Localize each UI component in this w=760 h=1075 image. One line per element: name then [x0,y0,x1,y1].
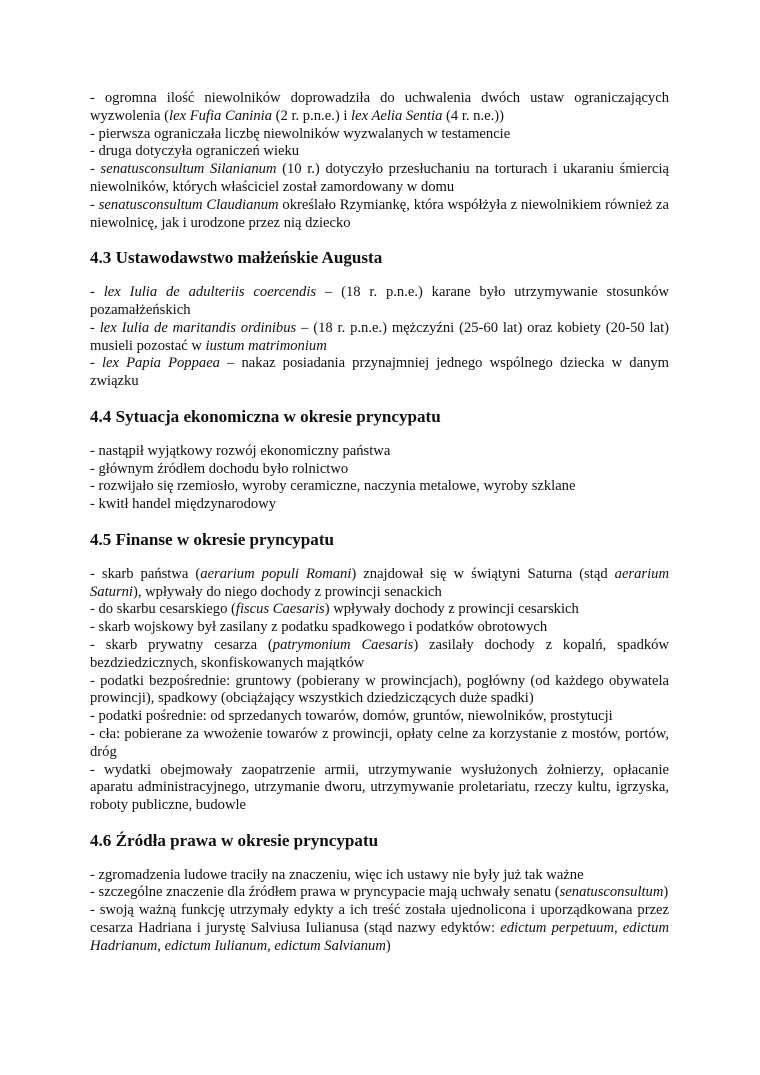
paragraph: - senatusconsultum Claudianum określało Rzymiankę, która współżyła z niewolnikiem również za niewolnicę, jak i urodzone przez nią dziecko [90,196,669,231]
paragraph: - podatki bezpośrednie: gruntowy (pobierany w prowincjach), pogłówny (od każdego obywatela prowincji), spadkowy (obciążający wszystkich dziedziczących duże spadki) [90,672,669,707]
paragraph: - pierwsza ograniczała liczbę niewolników wyzwalanych w testamencie [90,125,511,142]
paragraph: - skarb wojskowy był zasilany z podatku spadkowego i podatków obrotowych [90,619,548,636]
paragraph: - skarb prywatny cesarza (patrymonium Caesaris) zasilały dochody z kopalń, spadków bezdziedzicznych, skonfiskowanych majątków [90,636,669,671]
paragraph: - ogromna ilość niewolników doprowadziła do uchwalenia dwóch ustaw ograniczających wyzwolenia (lex Fufia Caninia (2 r. p.n.e.) i lex Aelia Sentia (4 r. n.e.)) [90,90,669,124]
section-4-5-body [90,566,669,815]
paragraph: - lex Iulia de adulteriis coercendis – (18 r. p.n.e.) karane było utrzymywanie stosunków pozamałżeńskich [90,284,669,318]
section-4-4-body [90,443,669,514]
paragraph: - skarb państwa (aerarium populi Romani) znajdował się w świątyni Saturna (stąd aerarium Saturni), wpływały do niego dochody z prowincji senackich [90,565,669,600]
section-heading-4-5: 4.5 Finanse w okresie pryncypatu [90,529,335,549]
section-4-6-body [90,867,669,956]
section-heading-4-4: 4.4 Sytuacja ekonomiczna w okresie pryncypatu [90,406,441,426]
paragraph: - do skarbu cesarskiego (fiscus Caesaris) wpływały dochody z prowincji cesarskich [90,601,579,618]
paragraph: - rozwijało się rzemiosło, wyroby ceramiczne, naczynia metalowe, wyroby szklane [90,478,576,495]
section-heading-4-3: 4.3 Ustawodawstwo małżeńskie Augusta [90,248,383,268]
paragraph: - lex Papia Poppaea – nakaz posiadania przynajmniej jednego wspólnego dziecka w danym związku [90,355,669,390]
top-block [90,90,669,232]
paragraph: - podatki pośrednie: od sprzedanych towarów, domów, gruntów, niewolników, prostytucji [90,708,613,725]
paragraph: - cła: pobierane za wwożenie towarów z prowincji, opłaty celne za korzystanie z mostów, portów, dróg [90,725,669,760]
paragraph: - druga dotyczyła ograniczeń wieku [90,143,300,160]
paragraph: - kwitł handel międzynarodowy [90,496,277,513]
paragraph: - głównym źródłem dochodu było rolnictwo [90,460,349,477]
paragraph: - nastąpił wyjątkowy rozwój ekonomiczny państwa [90,442,391,459]
paragraph: - zgromadzenia ludowe traciły na znaczeniu, więc ich ustawy nie były już tak ważne [90,866,584,883]
section-heading-4-6: 4.6 Źródła prawa w okresie pryncypatu [90,830,379,850]
paragraph: - szczególne znaczenie dla źródłem prawa w pryncypacie mają uchwały senatu (senatusconsultum) [90,884,669,901]
paragraph: - senatusconsultum Silanianum (10 r.) dotyczyło przesłuchaniu na torturach i ukaraniu śmiercią niewolników, których właściciel został zamordowany w domu [90,161,669,195]
paragraph: - swoją ważną funkcję utrzymały edykty a ich treść została ujednolicona i uporządkowana przez cesarza Hadriana i jurystę Salviusa Iulianusa (stąd nazwy edyktów: edictum perpetuum, edictum Hadrianum, edictum Iulianum, edictum Salvianum) [90,902,669,954]
section-4-3-body [90,284,669,391]
paragraph: - wydatki obejmowały zaopatrzenie armii, utrzymywanie wysłużonych żołnierzy, opłacanie aparatu administracyjnego, utrzymanie dworu, utrzymywanie proletariatu, rzeczy kultu, igrzyska, roboty publiczne, budowle [90,761,669,814]
paragraph: - lex Iulia de maritandis ordinibus – (18 r. p.n.e.) mężczyźni (25-60 lat) oraz kobiety (20-50 lat) musieli pozostać w iustum matrimonium [90,319,669,354]
